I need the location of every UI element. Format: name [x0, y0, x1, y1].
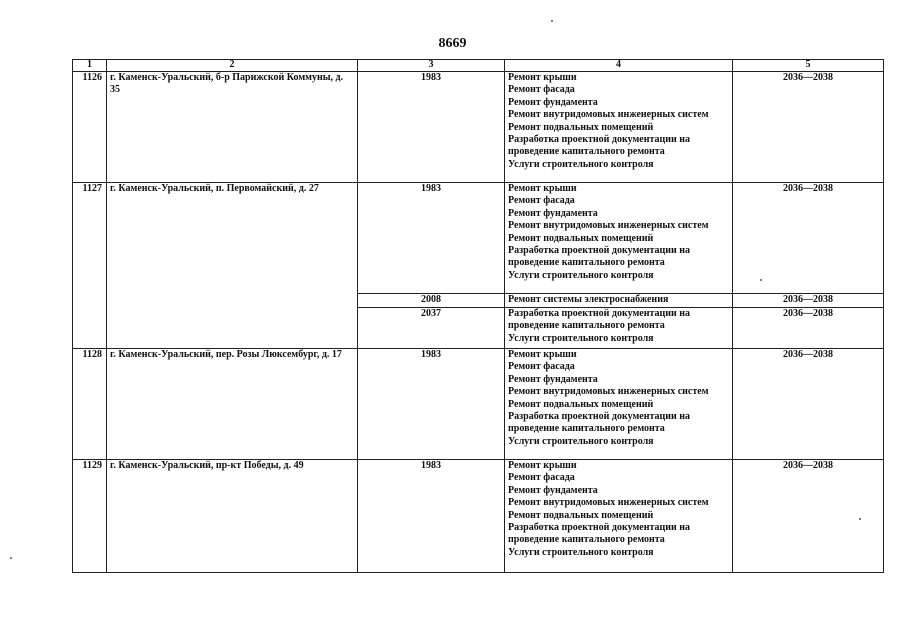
work-item: Ремонт фундамента: [508, 484, 598, 496]
period-cell: 2036—2038: [733, 72, 884, 183]
table-row: [73, 349, 884, 460]
work-item: Ремонт внутридомовых инженерных систем: [508, 386, 709, 398]
work-item: Ремонт системы электроснабжения: [508, 294, 669, 305]
address-cell: г. Каменск-Уральский, б-р Парижской Коммуны, д. 35: [107, 72, 358, 183]
year-cell: 1983: [358, 349, 505, 460]
work-item: Ремонт фундамента: [508, 96, 598, 108]
header-row: [73, 60, 884, 72]
works-cell: [505, 183, 733, 294]
table-row: [73, 460, 884, 573]
work-item: Ремонт подвальных помещений: [508, 232, 654, 244]
address-cell: г. Каменск-Уральский, п. Первомайский, д. 27: [107, 183, 358, 349]
work-item: Ремонт крыши: [508, 460, 577, 471]
header-col-5: 5: [733, 60, 884, 72]
works-cell: [505, 72, 733, 183]
work-item: Ремонт фасада: [508, 195, 575, 207]
year-cell: 2008: [358, 294, 505, 308]
work-item: Услуги строительного контроля: [508, 332, 654, 344]
works-cell: [505, 308, 733, 349]
work-item: Ремонт крыши: [508, 183, 577, 194]
work-item: Услуги строительного контроля: [508, 158, 654, 170]
row-number: 1126: [73, 72, 107, 183]
work-item: Ремонт фасада: [508, 361, 575, 373]
scan-speck: [859, 518, 861, 520]
work-item: Разработка проектной документации на проведение капитального ремонта: [508, 134, 691, 158]
work-item: Ремонт фасада: [508, 472, 575, 484]
header-col-3: 3: [358, 60, 505, 72]
scan-speck: [10, 557, 12, 559]
works-cell: [505, 460, 733, 573]
period-cell: 2036—2038: [733, 308, 884, 349]
table-row: [73, 183, 884, 294]
header-col-2: 2: [107, 60, 358, 72]
page-number: 8669: [438, 36, 467, 51]
year-cell: 1983: [358, 183, 505, 294]
works-cell: [505, 349, 733, 460]
work-item: Разработка проектной документации на проведение капитального ремонта: [508, 308, 691, 332]
year-cell: 1983: [358, 460, 505, 573]
header-col-4: 4: [505, 60, 733, 72]
year-cell: 1983: [358, 72, 505, 183]
work-item: Ремонт внутридомовых инженерных систем: [508, 497, 709, 509]
work-item: Ремонт внутридомовых инженерных систем: [508, 109, 709, 121]
work-item: Ремонт фундамента: [508, 373, 598, 385]
work-item: Ремонт подвальных помещений: [508, 398, 654, 410]
work-item: Разработка проектной документации на проведение капитального ремонта: [508, 522, 691, 546]
work-item: Разработка проектной документации на проведение капитального ремонта: [508, 245, 691, 269]
period-cell: 2036—2038: [733, 349, 884, 460]
work-item: Ремонт подвальных помещений: [508, 121, 654, 133]
table-row: [73, 72, 884, 183]
header-col-1: 1: [73, 60, 107, 72]
period-cell: 2036—2038: [733, 460, 884, 573]
work-item: Ремонт фасада: [508, 84, 575, 96]
row-number: 1127: [73, 183, 107, 349]
period-cell: 2036—2038: [733, 183, 884, 294]
address-cell: г. Каменск-Уральский, пр-кт Победы, д. 49: [107, 460, 358, 573]
row-number: 1129: [73, 460, 107, 573]
work-item: Ремонт фундамента: [508, 207, 598, 219]
work-item: Ремонт подвальных помещений: [508, 509, 654, 521]
year-cell: 2037: [358, 308, 505, 349]
row-number: 1128: [73, 349, 107, 460]
capital-repair-table: [72, 59, 884, 573]
period-cell: 2036—2038: [733, 294, 884, 308]
work-item: Разработка проектной документации на проведение капитального ремонта: [508, 411, 691, 435]
works-cell: [505, 294, 733, 308]
work-item: Услуги строительного контроля: [508, 546, 654, 558]
work-item: Ремонт крыши: [508, 349, 577, 360]
scan-speck: [760, 279, 762, 281]
work-item: Услуги строительного контроля: [508, 269, 654, 281]
scan-speck: [551, 20, 553, 22]
work-item: Ремонт внутридомовых инженерных систем: [508, 220, 709, 232]
work-item: Услуги строительного контроля: [508, 435, 654, 447]
address-cell: г. Каменск-Уральский, пер. Розы Люксембург, д. 17: [107, 349, 358, 460]
work-item: Ремонт крыши: [508, 72, 577, 83]
